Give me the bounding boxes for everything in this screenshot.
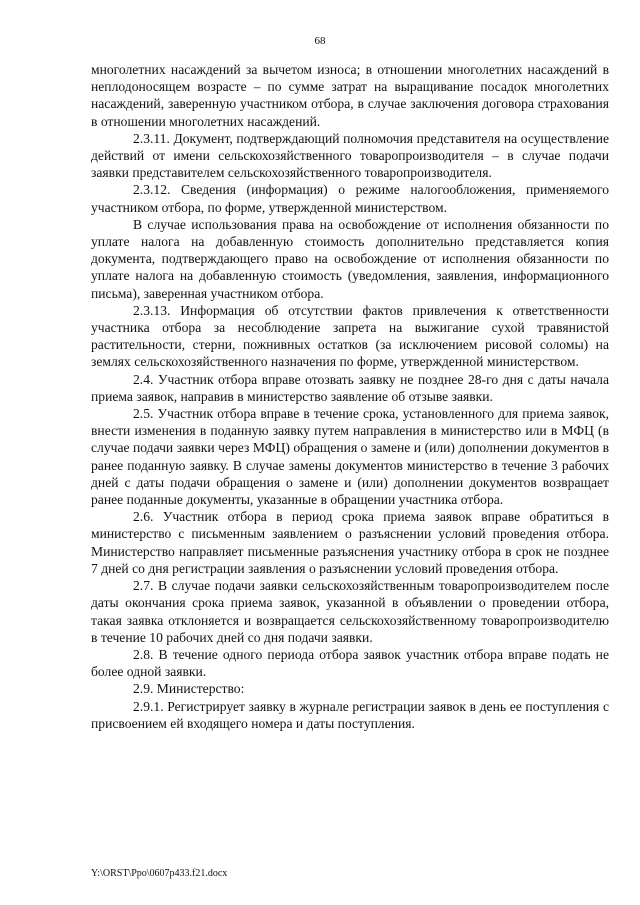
paragraph-2-9: 2.9. Министерство: [133, 681, 245, 697]
paragraph-2-9-1: 2.9.1. Регистрирует заявку в журнале регистрации заявок в день ее поступления с присвоением ей входящего номера и даты поступления. [91, 698, 609, 731]
footer-file-path: Y:\ORST\Ppo\0607p433.f21.docx [91, 868, 228, 879]
paragraph-2-5: 2.5. Участник отбора вправе в течение срока, установленного для приема заявок, внести изменения в поданную заявку путем направления в министерство или в МФЦ (в случае подачи заявки через МФЦ) обращения о замене и (или) дополнении документов в ранее поданную заявку. В случае замены документов министерство в течение 3 рабочих дней с даты подачи обращения о замене и (или) дополнении документов возвращает ранее поданные документы, указанные в обращении участника отбора. [91, 406, 609, 508]
paragraph-2-8: 2.8. В течение одного периода отбора заявок участник отбора вправе подать не более одной заявки. [91, 646, 609, 680]
paragraph-continuation: многолетних насаждений за вычетом износа; в отношении многолетних насаждений в неплодоносящем возрасте – по сумме затрат на выращивание посадок многолетних насаждений, заверенную участником отбора, в случае заключения договора страхования в отношении многолетних насаждений. [91, 62, 609, 129]
document-body [91, 61, 609, 732]
paragraph-2-6: 2.6. Участник отбора в период срока приема заявок вправе обратиться в министерство с письменным заявлением о разъяснении условий проведения отбора. Министерство направляет письменные разъяснения участнику отбора в срок не позднее 7 дней со дня регистрации заявления о разъяснении условий проведения отбора. [91, 509, 609, 576]
paragraph-2-3-12: 2.3.12. Сведения (информация) о режиме налогообложения, применяемого участником отбора, по форме, утвержденной министерством. [91, 182, 609, 215]
paragraph-2-3-11: 2.3.11. Документ, подтверждающий полномочия представителя на осуществление действий от имени сельскохозяйственного товаропроизводителя – в случае подачи заявки представителем сельскохозяйственного товаропроизводителя. [91, 130, 609, 181]
paragraph-2-7: 2.7. В случае подачи заявки сельскохозяйственным товаропроизводителем после даты окончания срока приема заявок, указанной в объявлении о проведении отбора, такая заявка отклоняется и возвращается сельскохозяйственному товаропроизводителю в течение 10 рабочих дней со дня подачи заявки. [91, 578, 609, 645]
paragraph-vat-exemption: В случае использования права на освобождение от исполнения обязанности по уплате налога на добавленную стоимость дополнительно представляется копия документа, подтверждающего право на освобождение от исполнения обязанности по уплате налога на добавленную стоимость (уведомления, заявления, информационного письма), заверенная участником отбора. [91, 216, 609, 301]
paragraph-2-3-13: 2.3.13. Информация об отсутствии фактов привлечения к ответственности участника отбора за несоблюдение запрета на выжигание сухой травянистой растительности, стерни, пожнивных остатков (за исключением рисовой соломы) на землях сельскохозяйственного назначения по форме, утвержденной министерством. [91, 302, 609, 370]
paragraph-2-4: 2.4. Участник отбора вправе отозвать заявку не позднее 28-го дня с даты начала приема заявок, направив в министерство заявление об отзыве заявки. [91, 371, 609, 404]
page-number: 68 [314, 35, 326, 47]
